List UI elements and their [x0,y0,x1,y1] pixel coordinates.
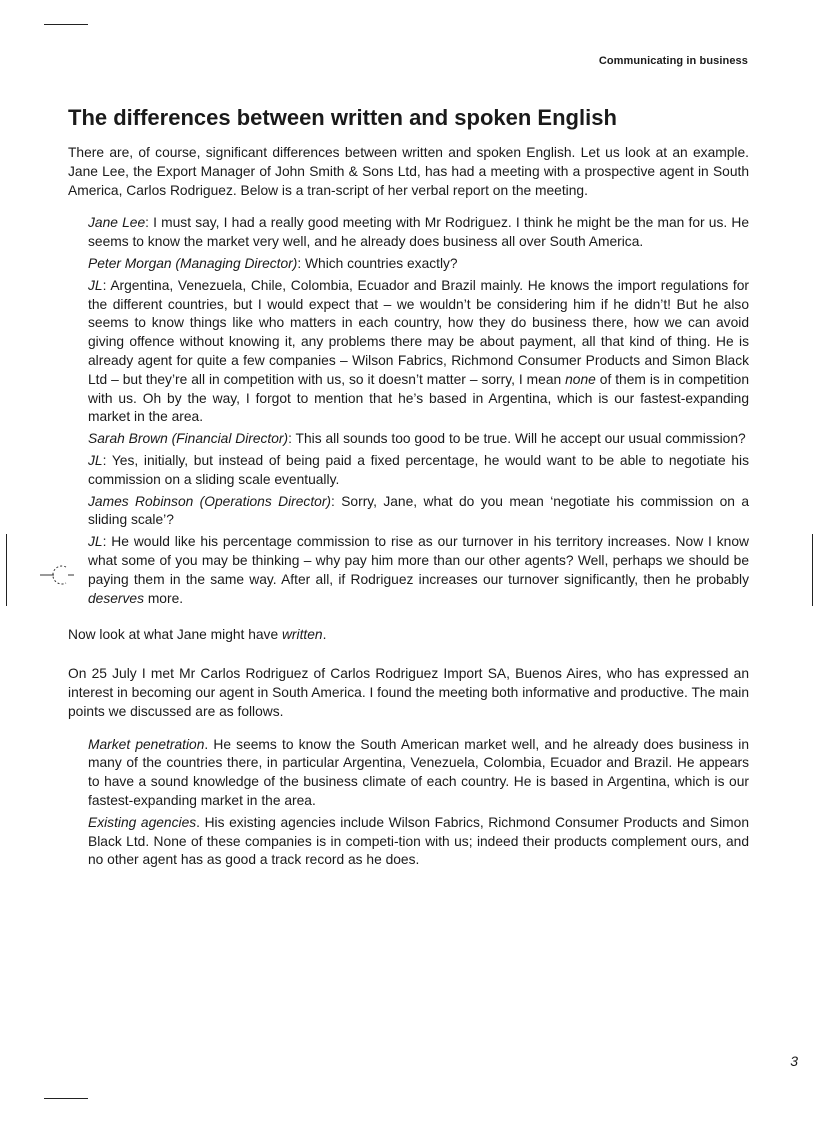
written-point [88,814,749,870]
running-head: Communicating in business [598,55,748,67]
turn-text: : Which countries exactly? [297,255,458,271]
transcript-turn [88,493,749,531]
crop-mark-top-left [44,24,88,25]
transcript-turn [88,452,749,490]
turn-text-after: of them is in competition with us. Oh by the way, I forgot to mention that he’s based in Argentina, which is our fastest-expanding market in the area. [88,371,749,425]
turn-text: : Yes, initially, but instead of being paid a fixed percentage, he would want to be able to negotiate his commission on a sliding scale eventually. [88,452,749,487]
speaker-name: James Robinson (Operations Director) [88,493,332,509]
turn-text: : He would like his percentage commission to rise as our turnover in his territory increases. Now I know what some of you may be thinking – why pay him more than our other agents? Well, perhaps we should be paying them in the same way. After all, if Rodriguez increases our turnover significantly, then he probably [88,534,749,587]
turn-text: : I must say, I had a really good meeting with Mr Rodriguez. I think he might be the man for us. He seems to know the market very well, and he already does business all over South America. [88,215,750,250]
crop-mark-left-vertical [6,534,7,606]
bridge-text: Now look at what Jane might have [68,627,282,643]
transcript [68,214,749,608]
transcript-turn [88,214,749,252]
bridge-sentence [68,626,749,645]
crop-mark-right-vertical [812,534,813,606]
speaker-name: JL [88,452,103,468]
turn-text: : Argentina, Venezuela, Chile, Colombia, Ecuador and Brazil mainly. He knows the import regulations for the different countries, but I would expect that – we wouldn’t be considering him if he didn’t! But he also seems to know things like who matters in each country, how they do business there, how we can avoid giving offence without knowing it, any problems there may be about payment, all that kind of thing. He is already agent for quite a few companies – Wilson Fabrics, Richmond Consumer Products and Simon Black Ltd – but they’re all in competition with us, so it doesn’t matter – sorry, I mean [88,277,749,387]
bridge-emphasis: written [281,627,323,643]
transcript-turn [88,277,749,427]
written-point [88,736,749,811]
speaker-name: JL [88,534,103,550]
speaker-name: Peter Morgan (Managing Director) [88,255,298,271]
intro-paragraph: There are, of course, significant differences between written and spoken English. Let us look at an example. Jane Lee, the Export Manager of John Smith & Sons Ltd, has had a meeting with a prospective agent in South America, Carlos Rodriguez. Below is a tran-script of her verbal report on the meeting. [68,145,749,198]
point-label: Market penetration [88,736,205,752]
page-body [68,104,749,888]
transcript-turn [88,255,749,274]
speaker-name: Jane Lee [88,215,146,231]
transcript-turn [88,533,749,608]
page-number: 3 [790,1053,798,1069]
written-points [68,736,749,871]
section-heading: The differences between written and spoken English [68,105,617,130]
point-label: Existing agencies [88,814,197,830]
turn-text: : This all sounds too good to be true. Will he accept our usual commission? [288,431,746,447]
turn-text-after: more. [143,590,184,606]
point-text: . His existing agencies include Wilson Fabrics, Richmond Consumer Products and Simon Black Ltd. None of these companies is in competi-tion with us; indeed their products complement ours, and no other agent has as good a track record as he does. [88,814,749,868]
point-text: . He seems to know the South American market well, and he already does business in many of the countries there, in particular Argentina, Venezuela, Colombia, Ecuador and Brazil. He appears to have a sound knowledge of the business climate of each country. He is based in Argentina, which is our fastest-expanding market in the area. [88,736,749,808]
crop-mark-bottom-left [44,1098,88,1099]
speaker-name: JL [88,277,103,293]
written-intro-paragraph: On 25 July I met Mr Carlos Rodriguez of Carlos Rodriguez Import SA, Buenos Aires, who has expressed an interest in becoming our agent in South America. I found the meeting both informative and productive. The main points we discussed are as follows. [68,666,749,719]
transcript-turn [88,430,749,449]
turn-emphasis: deserves [88,590,144,606]
speaker-name: Sarah Brown (Financial Director) [88,431,289,447]
turn-emphasis: none [565,371,596,387]
bridge-text-after: . [322,627,327,643]
turn-text: : Sorry, Jane, what do you mean ‘negotiate his commission on a sliding scale’? [88,493,750,528]
